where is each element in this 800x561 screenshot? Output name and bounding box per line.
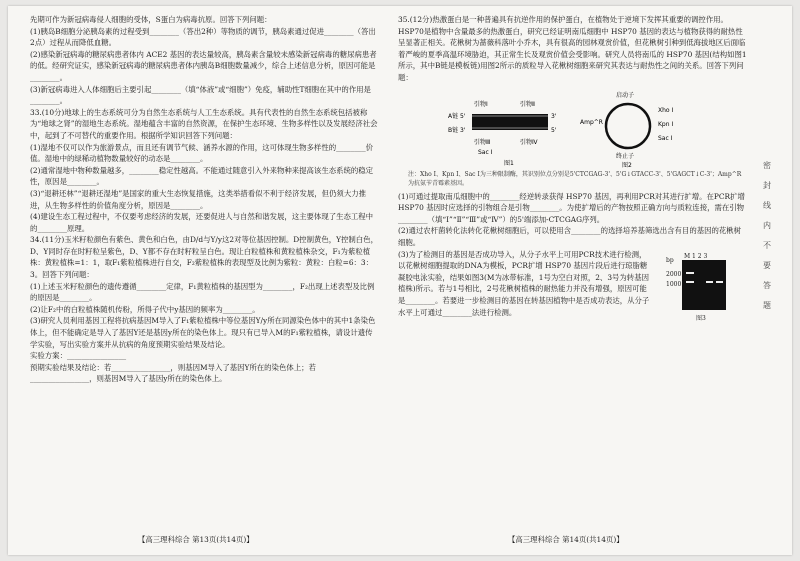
question-text: (2)感染新冠病毒的糖尿病患者体内 ACE2 基因的表达量较高，胰岛素含量较未感染新冠病毒的糖尿病患者的低。经研究证实，感染新冠病毒的糖尿病患者体内胰岛B细胞数量减少，综合上述信息分析，原因可能是________。 (30, 49, 377, 82)
binding-line-seal: 密 封 线 内 不 要 答 题 (763, 161, 771, 310)
question-text: (1)上述玉米籽粒颜色的遗传遵循________定律，F₁黄粒植株的基因型为________，F₂出现上述表型及比例的原因是________。 (30, 281, 375, 303)
page-footer-left: 【高三理科综合 第13页(共14页)】 (138, 535, 254, 544)
question-text: (3)新冠病毒进入人体细胞后主要引起________（填“体液”或“细胞”）免疫，辅助性T细胞在其中的作用是________。 (30, 84, 371, 106)
question-text: (1)胰岛B细胞分泌胰岛素的过程受到________（答出2种）等物质的调节，胰岛素通过促进________（答出2点）过程从而降低血糖。 (30, 26, 376, 48)
gel-lane-labels: M 1 2 3 (684, 252, 708, 260)
left-page-column (30, 14, 378, 385)
fig1-a-chain-label: A链 5' (448, 112, 466, 120)
fig1-3prime-label: 3' (551, 112, 557, 120)
figure-2-plasmid (568, 88, 688, 168)
fig1-primer2-label: 引物Ⅱ (520, 100, 535, 108)
question-text: 预期实验结果及结论：若________________，则基因M导入了基因Y所在的染色体上；若________________，则基因M导入了基因y所在的染色体上。 (30, 362, 316, 384)
gel-1000-label: 1000 (666, 280, 682, 288)
fig1-caption: 图1 (504, 159, 514, 166)
question-34-stem: 34.(11分)玉米籽粒颜色有紫色、黄色和白色，由D/d与Y/y这2对等位基因控制。D控制黄色，Y控制白色，D、Y同时存在时籽粒呈紫色，D、Y都不存在时籽粒呈白色。现让白粒植株和黄粒植株杂交，F₁为紫粒植株：黄粒植株=1：1，取F₁紫粒植株进行自交，F₂紫粒植株的表现型及比例为紫粒：黄粒：白粒=6：3：3。回答下列问题： (30, 235, 378, 280)
fig1-5prime-label: 5' (551, 126, 557, 134)
fig1-primer4-label: 引物Ⅳ (520, 138, 538, 146)
question-text: (1)可通过提取南瓜细胞中的________经逆转录获得 HSP70 基因，再利用PCR对其进行扩增。在PCR扩增 HSP70 基因时应选择的引物组合是引物________。为使扩增后的产物按照正确方向与质粒连接，需在引物________（填“Ⅰ”“Ⅱ”“Ⅲ”或“Ⅳ”）的5'端添加-CTCGAG序列。 (398, 191, 745, 224)
question-text: (4)建设生态工程过程中，不仅要考虑经济的发展，还要促进人与自然和谐发展，这主要体现了生态工程中的________原理。 (30, 212, 374, 233)
exam-sheet (8, 6, 792, 555)
plasmid-ring (606, 104, 650, 148)
fig2-amp-label: Amp^R (580, 118, 603, 126)
right-page-column (398, 14, 748, 322)
figure-1-gene-diagram (448, 96, 568, 166)
question-33-stem: 33.(10分)地球上的生态系统可分为自然生态系统与人工生态系统。具有代表性的自然生态系统包括被称为“地球之肾”的湿地生态系统。湿地蕴含丰富的自然资源，在保护生态环境、生物多样性以及发展经济社会中，起到了不可替代的重要作用。根据所学知识回答下列问题： (30, 107, 378, 140)
fig2-promoter-label: 启动子 (616, 91, 635, 99)
question-text: 实验方案：________________ (30, 351, 127, 361)
figure-area (398, 86, 748, 190)
figure-note: 注：Xho Ⅰ、Kpn Ⅰ、Sac Ⅰ为三种限制酶，其识别位点分别是5'CTCGAG-3'、5'G↓GTACC-3'、5'GAGCT↓C-3'；Amp^R 为抗氨苄青霉素基因。 (408, 170, 742, 187)
fig1-sac-label: Sac Ⅰ (478, 148, 493, 156)
fig2-xho-label: Xho Ⅰ (658, 106, 674, 114)
fig1-primer3-label: 引物Ⅲ (474, 138, 491, 146)
fig1-primer1-label: 引物Ⅰ (474, 100, 488, 108)
question-35-stem: 35.(12分)热激蛋白是一种普遍具有抗逆作用的保护蛋白，在植物处于逆境下发挥其重要的调控作用。HSP70是植物中含量最多的热激蛋白，研究已经证明南瓜细胞中 HSP70 基因的表达与植物获得的耐热性呈显著正相关。花楸树为蔷薇科落叶小乔木，具有很高的园林观赏价值，但花楸树引种到低海拔地区后面临着严峻的夏季高温环境胁迫，其正常生长及观赏价值会受影响。研究人员将南瓜的 HSP70 基因(结构如图1所示，其中B链是模板链)用图2所示的质粒导入花楸树细胞来研究其表达与耐热性之间的关系。回答下列问题： (398, 15, 747, 82)
fig2-sac-label: Sac Ⅰ (658, 134, 673, 142)
gel-bp-label: bp (666, 256, 674, 264)
page-footer-right: 【高三理科综合 第14页(共14页)】 (508, 535, 624, 544)
question-text: (3)研究人员利用基因工程将抗病基因M导入了F₁紫粒植株中等位基因Y/y所在同源染色体中的其中1条染色体上，但不能确定是导入了基因Y还是基因y所在的染色体上。现只有已导入M的F₁紫粒植株，请设计遗传学实验，写出实验方案并从抗病的角度预期实验结果及结论。 (30, 316, 376, 349)
question-text: (1)湿地不仅可以作为旅游景点，而且还有调节气候、涵养水源的作用，这可体现生物多样性的________价值。湿地中的绿稀动植物数量较好的动态是________。 (30, 142, 374, 164)
figure-3-gel (666, 251, 746, 331)
gel-image (682, 260, 726, 310)
question-text: (2)让F₂中的白粒植株随机传粉，所得子代中y基因的频率为________。 (30, 304, 260, 314)
gel-2000-label: 2000 (666, 270, 682, 278)
fig2-kpn-label: Kpn Ⅰ (658, 120, 674, 128)
fig2-terminator-label: 终止子 (616, 152, 635, 160)
gel-caption: 图3 (696, 314, 706, 322)
question-text: (2)通过农杆菌转化法转化花楸树细胞后，可以使用含________的选择培养基筛选出含有目的基因的花楸树细胞。 (398, 226, 742, 247)
question-text: (3)“退耕还林”“退耕还湿地”是国家的重大生态恢复措施，这类举措看似不利于经济发展，但仍须大力推进，从生物多样性的价值角度分析，原因是________。 (30, 188, 366, 210)
question-text: (2)通常湿地中物种数量越多，________稳定性越高。不能通过随意引入外来物种来提高该生态系统的稳定性，原因是________。 (30, 165, 374, 187)
fig1-gene-block (472, 114, 548, 130)
fig1-b-chain-label: B链 3' (448, 126, 466, 134)
fig2-caption: 图2 (622, 161, 632, 168)
question-text: 先期可作为新冠病毒侵人细胞的受体，S蛋白为病毒抗原。回答下列问题： (30, 15, 272, 24)
question-text: (3)为了检测目的基因是否成功导入，从分子水平上可用PCR技术进行检测，以花楸树细胞提取的DNA为模板，PCR扩增 HSP70 基因片段后进行琼脂糖凝胶电泳实验，结果如图3(M为冰带标准，1号为空白对照，2、3号为转基因植株)所示。若与1号相比，2号花楸树植株的耐热能力并没有增强，原因可能是________。若要进一步检测目的基因在转基因植物中是否成功表达，从分子水平上可通过________法进行检测。 (398, 249, 650, 317)
